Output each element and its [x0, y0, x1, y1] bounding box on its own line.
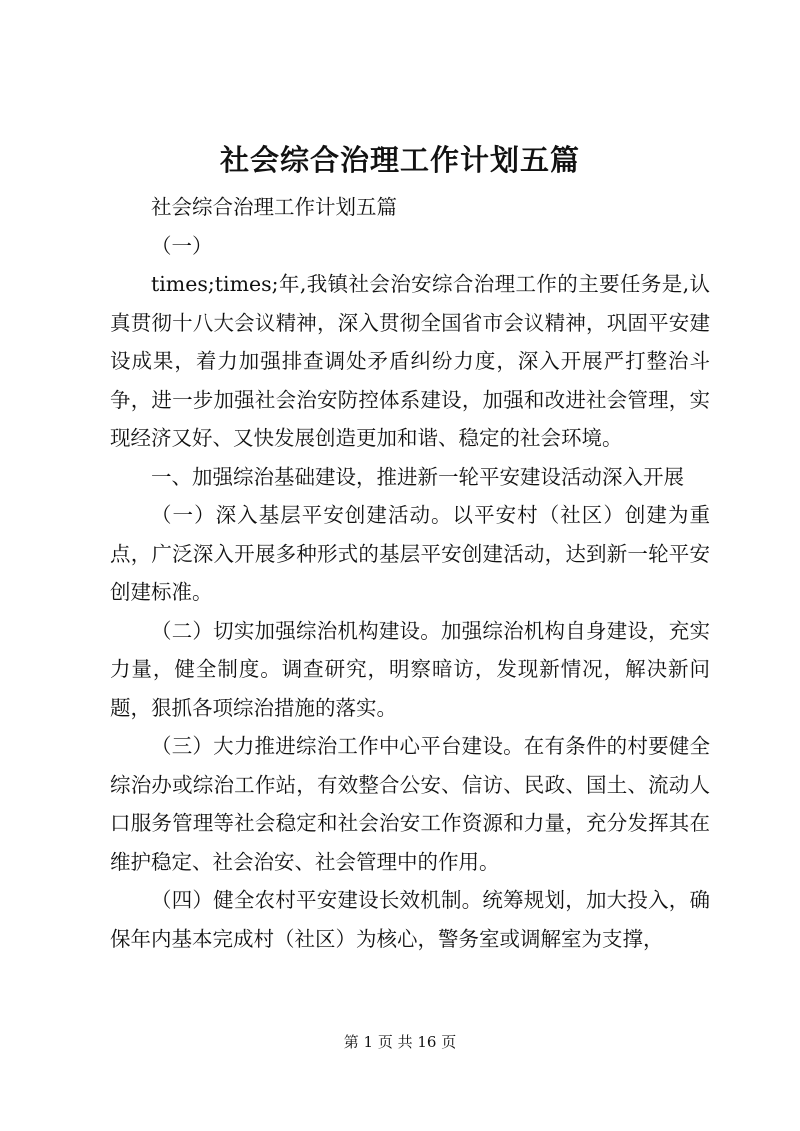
paragraph-section-number: （一）: [151, 233, 213, 258]
page-footer: 第 1 页 共 16 页: [343, 1033, 457, 1051]
paragraph-item-1: （一）深入基层平安创建活动。以平安村（社区）创建为重点，广泛深入开展多种形式的基层平安创建活动，达到新一轮平安创建标准。: [110, 503, 710, 604]
document-body: [110, 188, 710, 958]
paragraph-item-3: （三）大力推进综治工作中心平台建设。在有条件的村要健全综治办或综治工作站，有效整合公安、信访、民政、国土、流动人口服务管理等社会稳定和社会治安工作资源和力量，充分发挥其在维护稳定、社会治安、社会管理中的作用。: [110, 734, 710, 874]
paragraph-subtitle: 社会综合治理工作计划五篇: [151, 195, 397, 219]
document-title: 社会综合治理工作计划五篇: [219, 143, 580, 177]
paragraph-item-4: （四）健全农村平安建设长效机制。统筹规划，加大投入，确保年内基本完成村（社区）为核心，警务室或调解室为支撑，: [110, 888, 710, 951]
paragraph-intro: times;times;年,我镇社会治安综合治理工作的主要任务是,认真贯彻十八大会议精神，深入贯彻全国省市会议精神，巩固平安建设成果，着力加强排查调处矛盾纠纷力度，深入开展严打整治斗争，进一步加强社会治安防控体系建设，加强和改进社会管理，实现经济又好、又快发展创造更加和谐、稳定的社会环境。: [110, 272, 710, 450]
paragraph-heading-1: 一、加强综治基础建设，推进新一轮平安建设活动深入开展: [151, 464, 684, 489]
paragraph-item-2: （二）切实加强综治机构建设。加强综治机构自身建设，充实力量，健全制度。调查研究，明察暗访，发现新情况，解决新问题，狠抓各项综治措施的落实。: [110, 618, 710, 720]
